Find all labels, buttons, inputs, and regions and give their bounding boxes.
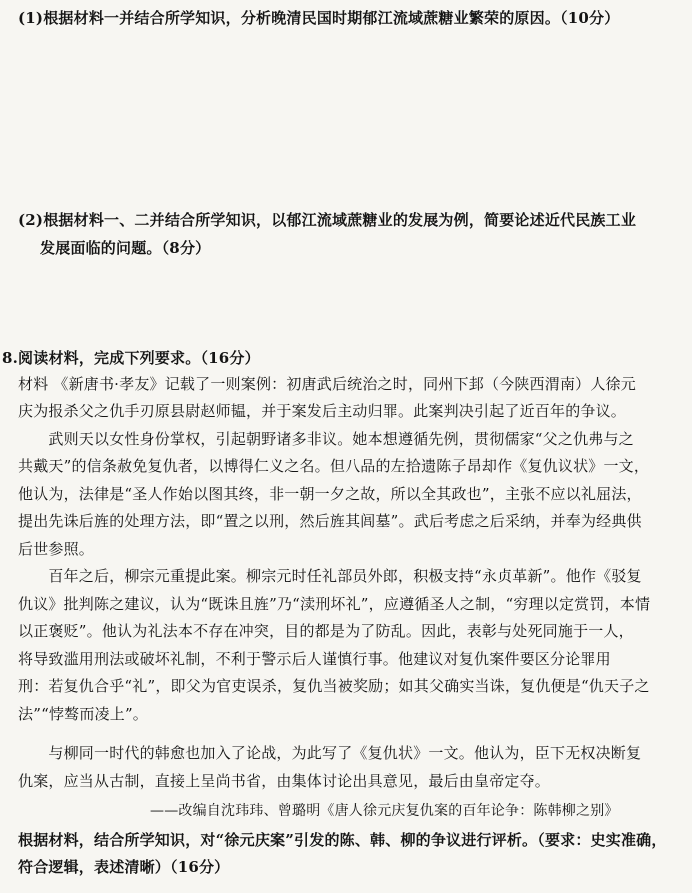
question-8-heading: 8.阅读材料，完成下列要求。（16分）: [2, 349, 260, 367]
question-2-prompt-line-1: (2)根据材料一、二并结合所学知识，以郁江流域蔗糖业的发展为例，简要论述近代民族工业: [18, 211, 637, 229]
material-line: 仇案，应当从古制，直接上呈尚书省，由集体讨论出具意见，最后由皇帝定夺。: [18, 772, 551, 790]
material-line: 共戴天”的信条赦免复仇者，以博得仁义之名。但八品的左拾遗陈子昂却作《复仇议状》一文，: [18, 457, 650, 475]
question-1-prompt: (1)根据材料一并结合所学知识，分析晚清民国时期郁江流域蔗糖业繁荣的原因。（10分）: [18, 9, 620, 27]
material-line: 将导致滥用刑法或破坏礼制，不利于警示后人谨慎行事。他建议对复仇案件要区分论罪用: [18, 650, 611, 668]
material-line: 百年之后，柳宗元重提此案。柳宗元时任礼部员外郎，积极支持“永贞革新”。他作《驳复: [18, 567, 642, 585]
material-line: 他认为，法律是“圣人作始以图其终，非一朝一夕之故，所以全其政也”，主张不应以礼屈法，: [18, 485, 642, 503]
source-attribution: ——改编自沈玮玮、曾璐明《唐人徐元庆复仇案的百年论争：陈韩柳之别》: [150, 803, 619, 819]
question-8-task-line-2: 符合逻辑，表述清晰）（16分）: [18, 858, 230, 876]
material-line: 材料 《新唐书·孝友》记载了一则案例：初唐武后统治之时，同州下邽（今陕西渭南）人徐元: [18, 375, 636, 393]
material-line: 庆为报杀父之仇手刃原县尉赵师韫，并于案发后主动归罪。此案判决引起了近百年的争议。: [18, 402, 627, 420]
material-line: 与柳同一时代的韩愈也加入了论战，为此写了《复仇状》一文。他认为，臣下无权决断复: [18, 744, 642, 762]
material-line: 法”“悖骜而凌上”。: [18, 705, 149, 723]
material-line: 刑：若复仇合乎“礼”，即父为官吏误杀，复仇当被奖励；如其父确实当诛，复仇便是“仇天子之: [18, 677, 650, 695]
material-line: 提出先诛后旌的处理方法，即“置之以刑，然后旌其闾墓”。武后考虑之后采纳，并奉为经典供: [18, 512, 642, 530]
material-line: 武则天以女性身份掌权，引起朝野诸多非议。她本想遵循先例，贯彻儒家“父之仇弗与之: [18, 430, 634, 448]
material-line: 仇议》批判陈之建议，认为“既诛且旌”乃“渎刑坏礼”，应遵循圣人之制，“穷理以定赏罚，本情: [18, 595, 651, 613]
question-8-task-line-1: 根据材料，结合所学知识，对“徐元庆案”引发的陈、韩、柳的争议进行评析。（要求：史实准确，: [18, 831, 667, 849]
material-line: 以正褒贬”。他认为礼法本不存在冲突，目的都是为了防乱。因此，表彰与处死同施于一人，: [18, 622, 634, 640]
material-line: 后世参照。: [18, 540, 95, 558]
question-2-prompt-line-2: 发展面临的问题。（8分）: [40, 239, 211, 257]
